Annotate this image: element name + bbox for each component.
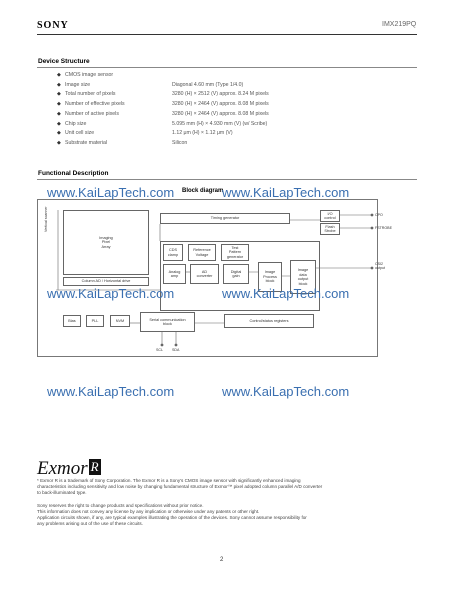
image-process-block: Image Process block bbox=[258, 262, 282, 292]
spec-value: Silicon bbox=[172, 139, 188, 146]
section-functional-description: Functional Description bbox=[38, 170, 109, 177]
timing-generator-block: Timing generator bbox=[160, 213, 290, 224]
bias-block: Bias bbox=[63, 315, 81, 327]
ad-converter-block: AD converter bbox=[190, 264, 219, 284]
nvm-block: NVM bbox=[110, 315, 130, 327]
fstrobe-signal-label: FSTROBE bbox=[375, 226, 392, 230]
watermark: www.KaiLapTech.com bbox=[222, 286, 350, 301]
scl-signal-label: SCL bbox=[156, 348, 163, 352]
note-line: Sony reserves the right to change products and specifications without prior notice. bbox=[37, 502, 204, 508]
sony-logo: SONY bbox=[37, 20, 69, 31]
cds-clamp-block: CDS clamp bbox=[163, 244, 183, 261]
spec-value: 5.095 mm (H) × 4.930 mm (V) (w/ Scribe) bbox=[172, 120, 268, 127]
watermark: www.KaiLapTech.com bbox=[222, 185, 350, 200]
io-control-block: I/O control bbox=[320, 210, 340, 222]
test-pattern-block: Test Pattern generator bbox=[221, 244, 249, 261]
cpo-signal-label: CPO bbox=[375, 213, 383, 217]
note-line: This information does not convey any license by any implication or otherwise under any patents or other right. bbox=[37, 509, 260, 514]
spec-label: Number of effective pixels bbox=[65, 101, 125, 108]
spec-value: 3280 (H) × 2512 (V) approx. 8.24 M pixels bbox=[172, 91, 269, 98]
image-data-output-block: Image data output block bbox=[290, 260, 316, 294]
watermark: www.KaiLapTech.com bbox=[47, 185, 175, 200]
spec-value: 3280 (H) × 2464 (V) approx. 8.08 M pixels bbox=[172, 101, 269, 108]
spec-label: CMOS image sensor bbox=[65, 72, 114, 78]
vertical-scanner-label: Vertical scanner bbox=[44, 206, 48, 232]
spec-label: Unit cell size bbox=[65, 130, 95, 137]
spec-label: Chip size bbox=[65, 120, 87, 127]
analog-amp-block: Analog amp bbox=[163, 264, 186, 284]
watermark: www.KaiLapTech.com bbox=[47, 286, 175, 301]
spec-value: Diagonal 4.60 mm (Type 1/4.0) bbox=[172, 81, 244, 88]
reference-voltage-block: Reference Voltage bbox=[188, 244, 216, 261]
spec-label: Total number of pixels bbox=[65, 91, 116, 98]
watermark: www.KaiLapTech.com bbox=[47, 384, 175, 399]
spec-label: Substrate material bbox=[65, 139, 108, 146]
note-line: any problems arising out of the use of these circuits. bbox=[37, 521, 143, 527]
pixel-array-block: Imaging Pixel Array bbox=[63, 210, 149, 275]
exmor-logo-r: R bbox=[90, 459, 99, 474]
spec-value: 3280 (H) × 2464 (V) approx. 8.08 M pixels bbox=[172, 110, 269, 117]
note-line: to back-illuminated type. bbox=[37, 490, 87, 496]
flash-strobe-block: Flash Strobe bbox=[320, 223, 340, 235]
block-diagram-title: Block diagram bbox=[182, 188, 224, 194]
bullet-icon: ◆ bbox=[57, 91, 61, 98]
bullet-icon: ◆ bbox=[57, 139, 61, 146]
digital-gain-block: Digital gain bbox=[223, 264, 249, 284]
bullet-icon: ◆ bbox=[57, 120, 61, 127]
horizontal-drive-block: Column AD / Horizontal drive bbox=[63, 277, 149, 286]
bullet-icon: ◆ bbox=[57, 130, 61, 137]
spec-value: 1.12 μm (H) × 1.12 μm (V) bbox=[172, 130, 233, 137]
serial-communication-block: Serial communication block bbox=[140, 312, 195, 332]
note-line: Application circuits shown, if any, are typical examples illustrating the operation of the devices. Sony cannot assume responsibility for bbox=[37, 515, 307, 521]
sda-signal-label: SDA bbox=[172, 348, 180, 352]
spec-label: Number of active pixels bbox=[65, 110, 119, 117]
note-line: * Exmor R is a trademark of Sony Corporation. The Exmor R is a Sony's CMOS image sensor with significantly enhanced imaging bbox=[37, 478, 301, 483]
bullet-icon: ◆ bbox=[57, 81, 61, 88]
bullet-icon: ◆ bbox=[57, 72, 61, 78]
csi2-output-label: CSI2 output bbox=[375, 262, 385, 270]
spec-label: Image size bbox=[65, 81, 91, 88]
section-device-structure: Device Structure bbox=[38, 58, 90, 65]
note-line: characteristics including sensitivity and low noise by changing fundamental structure of Exmor™ pixel adopted column parallel A/D converter bbox=[37, 484, 323, 490]
watermark: www.KaiLapTech.com bbox=[222, 384, 350, 399]
exmor-r-logo bbox=[37, 458, 101, 480]
control-register-block: Control/status registers bbox=[224, 314, 314, 328]
bullet-icon: ◆ bbox=[57, 110, 61, 117]
exmor-logo-text: Exmor bbox=[37, 458, 88, 479]
page-number: 2 bbox=[220, 557, 224, 563]
pll-block: PLL bbox=[86, 315, 104, 327]
part-number: IMX219PQ bbox=[382, 21, 417, 28]
bullet-icon: ◆ bbox=[57, 101, 61, 108]
